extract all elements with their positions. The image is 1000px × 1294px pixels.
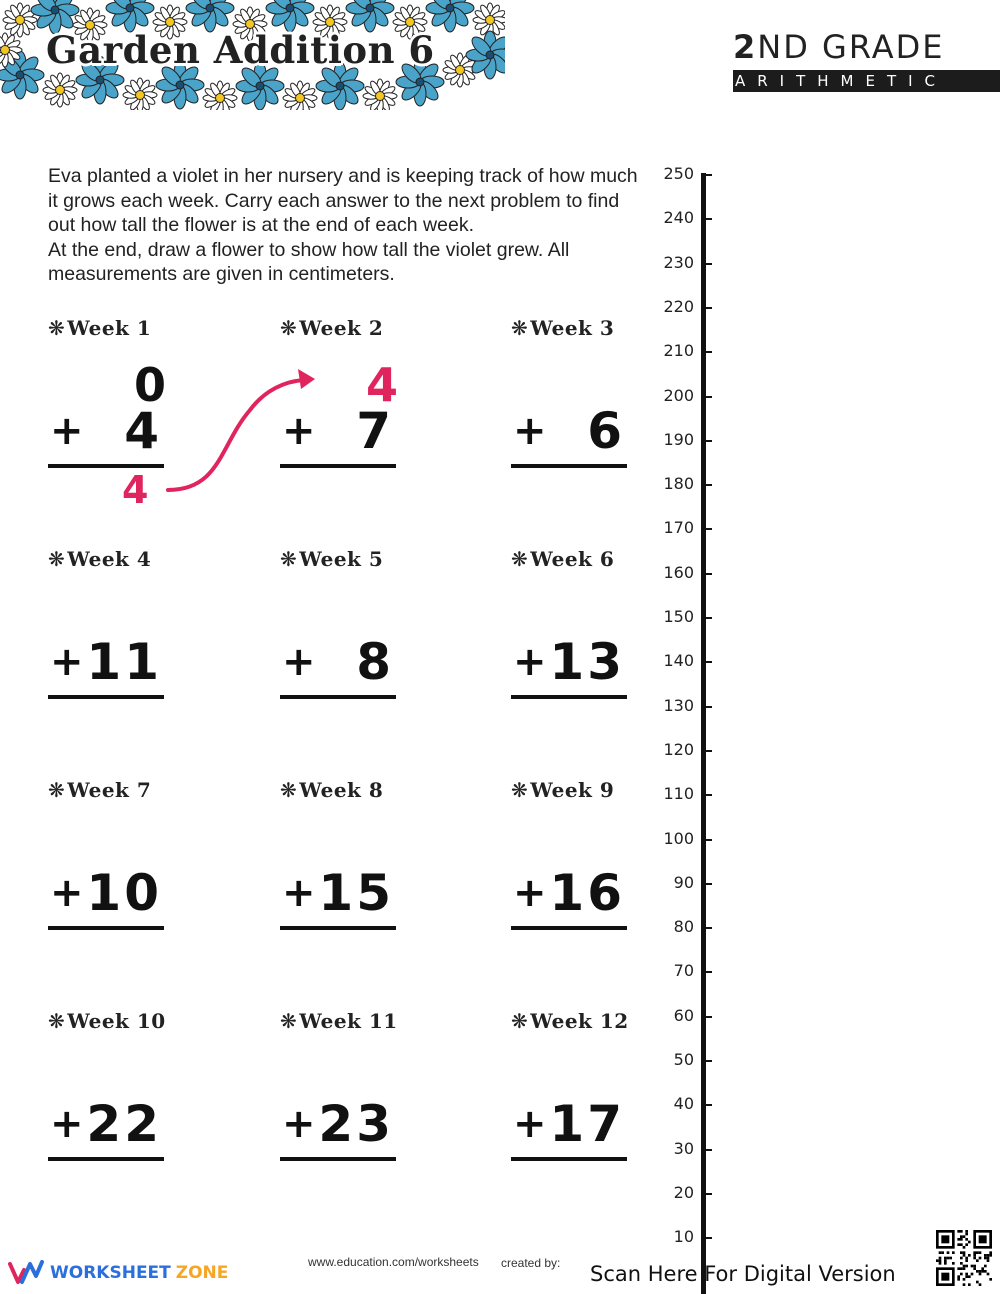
- ruler-tick: [650, 1050, 710, 1070]
- ruler-tick-mark: [702, 396, 712, 398]
- ruler-tick-label: 140: [663, 651, 694, 671]
- plus-sign: +: [282, 870, 316, 916]
- week-label: [511, 316, 614, 340]
- week-label-text: Week 12: [530, 1009, 629, 1033]
- flower-star-icon: ❋: [280, 316, 298, 340]
- addition-row: [280, 864, 396, 930]
- ruler-tick-mark: [702, 307, 712, 309]
- ruler-tick-label: 100: [663, 828, 694, 848]
- growth-addend: 16: [549, 864, 625, 922]
- week-label: [511, 1009, 629, 1033]
- addition-row: [511, 1095, 627, 1161]
- ruler-tick: [650, 917, 710, 937]
- week-label-text: Week 10: [67, 1009, 166, 1033]
- growth-addend: 7: [356, 402, 394, 460]
- plus-sign: +: [513, 1101, 547, 1147]
- ruler-tick-label: 10: [673, 1227, 694, 1247]
- footer-url[interactable]: www.education.com/worksheets: [308, 1255, 479, 1269]
- growth-addend: 13: [549, 633, 625, 691]
- week-label-text: Week 2: [299, 316, 384, 340]
- week-label: [48, 316, 151, 340]
- ruler-tick-label: 80: [673, 917, 694, 937]
- addition-row: [280, 1095, 396, 1161]
- addition-row: [511, 402, 627, 468]
- week-label-text: Week 9: [530, 778, 615, 802]
- flower-star-icon: ❋: [48, 316, 66, 340]
- ruler-tick-mark: [702, 927, 712, 929]
- worksheet-zone-logo: [8, 1258, 228, 1288]
- plus-sign: +: [50, 1101, 84, 1147]
- ruler-tick-label: 20: [673, 1182, 694, 1202]
- plus-sign: +: [513, 870, 547, 916]
- ruler-tick-label: 150: [663, 607, 694, 626]
- ruler-tick-label: 110: [663, 784, 694, 804]
- grade-header: [733, 28, 1000, 92]
- ruler-tick-label: 130: [663, 695, 694, 715]
- flower-star-icon: ❋: [511, 778, 529, 802]
- ruler-tick-mark: [702, 440, 712, 442]
- week-label: [280, 778, 383, 802]
- ruler-tick-mark: [702, 794, 712, 796]
- ruler-tick: [650, 829, 710, 849]
- instructions: [48, 164, 643, 287]
- ruler-tick: [650, 607, 710, 627]
- ruler-tick: [650, 961, 710, 981]
- week-label-text: Week 8: [299, 778, 384, 802]
- ruler-tick-mark: [702, 883, 712, 885]
- ruler-tick-label: 40: [673, 1094, 694, 1114]
- growth-addend: 4: [124, 402, 162, 460]
- week-label: [511, 547, 614, 571]
- ruler-tick: [650, 297, 710, 317]
- week-label: [48, 1009, 166, 1033]
- flower-star-icon: ❋: [48, 778, 66, 802]
- flower-star-icon: ❋: [280, 547, 298, 571]
- ruler-tick: [650, 386, 710, 406]
- ruler-tick-mark: [702, 750, 712, 752]
- plus-sign: +: [282, 408, 316, 454]
- instructions-paragraph-2: At the end, draw a flower to show how tall the violet grew. All measurements are given in centimeters.: [48, 238, 570, 285]
- week-label-text: Week 5: [299, 547, 384, 571]
- ruler-tick: [650, 651, 710, 671]
- week-label: [280, 1009, 398, 1033]
- ruler-tick-label: 160: [663, 562, 694, 582]
- plus-sign: +: [50, 639, 84, 685]
- ruler-tick-mark: [702, 528, 712, 530]
- ruler-tick-label: 170: [663, 518, 694, 538]
- ruler-tick-label: 120: [663, 739, 694, 759]
- growth-addend: 11: [86, 633, 162, 691]
- week-label-text: Week 4: [67, 547, 152, 571]
- ruler-tick-mark: [702, 1104, 712, 1106]
- week-label: [511, 778, 614, 802]
- ruler-tick-label: 180: [663, 474, 694, 494]
- week-label-text: Week 3: [530, 316, 615, 340]
- ruler-tick: [650, 430, 710, 450]
- plus-sign: +: [282, 639, 316, 685]
- ruler-tick-label: 250: [663, 164, 694, 183]
- flower-star-icon: ❋: [280, 778, 298, 802]
- ruler-tick-mark: [702, 839, 712, 841]
- ruler-tick: [650, 164, 710, 184]
- growth-addend: 10: [86, 864, 162, 922]
- ruler-tick-label: 50: [673, 1050, 694, 1069]
- growth-addend: 8: [356, 633, 394, 691]
- ruler-tick-mark: [702, 1149, 712, 1151]
- addition-row: [48, 1095, 164, 1161]
- ruler-tick: [650, 1006, 710, 1026]
- ruler-tick: [650, 341, 710, 361]
- ruler-tick-mark: [702, 971, 712, 973]
- ruler-tick-label: 230: [663, 252, 694, 272]
- ruler-tick: [650, 1183, 710, 1203]
- addition-row: [48, 633, 164, 699]
- created-by: created by:: [501, 1256, 561, 1270]
- flower-star-icon: ❋: [511, 547, 529, 571]
- addition-row: [511, 864, 627, 930]
- ruler-tick: [650, 740, 710, 760]
- scan-text: Scan Here For Digital Version: [590, 1262, 896, 1286]
- growth-addend: 6: [587, 402, 625, 460]
- week-label-text: Week 1: [67, 316, 152, 340]
- week-label: [280, 316, 383, 340]
- week-label-text: Week 11: [299, 1009, 398, 1033]
- ruler-tick-label: 200: [663, 385, 694, 405]
- ruler-tick: [650, 474, 710, 494]
- week-label-text: Week 7: [67, 778, 152, 802]
- grade-number: 2: [733, 28, 758, 66]
- plus-sign: +: [513, 408, 547, 454]
- week-label-text: Week 6: [530, 547, 615, 571]
- grade-label: [733, 28, 1000, 66]
- ruler-tick-mark: [702, 174, 712, 176]
- ruler-tick-mark: [702, 1016, 712, 1018]
- flower-star-icon: ❋: [511, 316, 529, 340]
- ruler-tick-mark: [702, 573, 712, 575]
- ruler-tick: [650, 563, 710, 583]
- ruler-tick-mark: [702, 351, 712, 353]
- ruler-tick-label: 70: [673, 961, 694, 981]
- plus-sign: +: [50, 870, 84, 916]
- growth-addend: 17: [549, 1095, 625, 1153]
- flower-banner: [0, 0, 505, 110]
- ruler-tick-label: 220: [663, 296, 694, 316]
- growth-addend: 23: [318, 1095, 394, 1153]
- brand-name: WORKSHEET: [50, 1263, 171, 1283]
- growth-addend: 22: [86, 1095, 162, 1153]
- flower-star-icon: ❋: [280, 1009, 298, 1033]
- ruler-tick-mark: [702, 218, 712, 220]
- ruler-tick-mark: [702, 661, 712, 663]
- ruler-tick: [650, 873, 710, 893]
- week-label: [48, 547, 151, 571]
- ruler-tick: [650, 253, 710, 273]
- carry-arrow: [160, 365, 320, 500]
- logo-icon: [8, 1260, 44, 1286]
- grade-suffix: ND GRADE: [757, 28, 945, 66]
- ruler-tick-label: 30: [673, 1138, 694, 1158]
- ruler-tick: [650, 518, 710, 538]
- ruler-tick-mark: [702, 263, 712, 265]
- flower-star-icon: ❋: [511, 1009, 529, 1033]
- subject-bar: ARITHMETIC: [733, 70, 1000, 92]
- answer-field[interactable]: 4: [122, 468, 149, 512]
- ruler-tick: [650, 696, 710, 716]
- starting-height: 4: [365, 358, 398, 412]
- ruler-tick-mark: [702, 1237, 712, 1239]
- height-ruler: [650, 160, 720, 1294]
- addition-row: [48, 402, 164, 468]
- plus-sign: +: [50, 408, 84, 454]
- growth-addend: 15: [318, 864, 394, 922]
- plus-sign: +: [282, 1101, 316, 1147]
- qr-code-icon[interactable]: [936, 1230, 992, 1286]
- flower-star-icon: ❋: [48, 547, 66, 571]
- ruler-tick: [650, 1094, 710, 1114]
- ruler-tick-label: 210: [663, 341, 694, 361]
- ruler-tick-label: 190: [663, 429, 694, 449]
- addition-row: [48, 864, 164, 930]
- addition-row: [280, 633, 396, 699]
- ruler-tick-label: 90: [673, 872, 694, 892]
- page-title: Garden Addition 6: [46, 28, 435, 72]
- ruler-tick: [650, 208, 710, 228]
- ruler-tick: [650, 784, 710, 804]
- ruler-tick-label: 240: [663, 208, 694, 228]
- week-label: [48, 778, 151, 802]
- ruler-tick-mark: [702, 1060, 712, 1062]
- addition-row: [511, 633, 627, 699]
- ruler-tick-mark: [702, 1193, 712, 1195]
- week-label: [280, 547, 383, 571]
- ruler-tick-mark: [702, 484, 712, 486]
- ruler-tick: [650, 1227, 710, 1247]
- flower-star-icon: ❋: [48, 1009, 66, 1033]
- starting-height: 0: [133, 358, 166, 412]
- ruler-tick: [650, 1139, 710, 1159]
- plus-sign: +: [513, 639, 547, 685]
- ruler-tick-mark: [702, 706, 712, 708]
- brand-name-2: ZONE: [175, 1263, 229, 1283]
- instructions-paragraph-1: Eva planted a violet in her nursery and is keeping track of how much it grows each week. Carry each answer to the next problem to find out how tall the flower is at the end of each week.: [48, 165, 638, 236]
- ruler-tick-label: 60: [673, 1005, 694, 1025]
- ruler-tick-mark: [702, 617, 712, 619]
